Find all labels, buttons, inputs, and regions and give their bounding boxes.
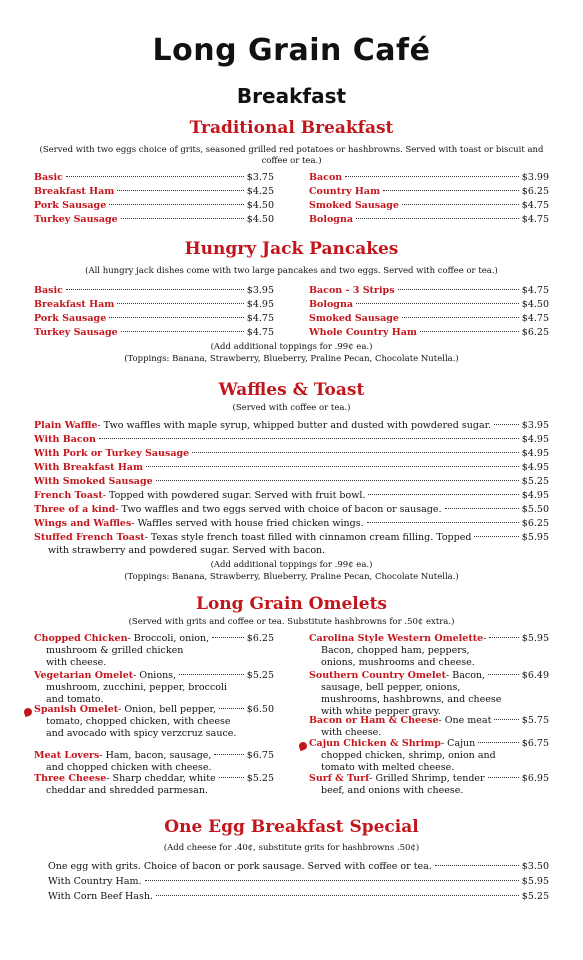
item-name: With Corn Beef Hash. — [48, 891, 153, 902]
leader-dots — [494, 424, 519, 425]
leader-dots — [402, 204, 519, 205]
item-name: Three Cheese — [34, 773, 107, 784]
item-name: French Toast — [34, 490, 103, 501]
item-price: $4.95 — [246, 299, 274, 310]
item-price: $4.75 — [246, 327, 274, 338]
leader-dots — [488, 777, 519, 778]
omelet-item — [34, 773, 274, 797]
section-title-waffles: Waffles & Toast — [218, 380, 365, 400]
menu-item — [34, 186, 274, 200]
leader-dots — [117, 190, 244, 191]
item-name: Spanish Omelet — [34, 704, 119, 715]
leader-dots — [219, 708, 244, 709]
menu-item — [309, 299, 549, 313]
item-price: $4.75 — [521, 313, 549, 324]
pepper-icon — [298, 741, 308, 751]
item-desc-cont: tomato, chopped chicken, with cheese and avocado with spicy verzcruz sauce. — [46, 716, 237, 739]
item-desc-cont: chopped chicken, shrimp, onion and tomato with melted cheese. — [321, 750, 496, 773]
item-price: $5.50 — [521, 504, 549, 515]
item-name: Carolina Style Western Omelette — [309, 633, 484, 644]
item-desc: - Bacon, — [446, 670, 486, 681]
menu-item — [34, 214, 274, 228]
item-name: Chopped Chicken — [34, 633, 128, 644]
leader-dots — [356, 218, 519, 219]
item-price: $4.95 — [521, 462, 549, 473]
item-price: $6.49 — [521, 670, 549, 681]
item-desc-cont: mushroom & grilled chicken with cheese. — [46, 645, 184, 668]
omelet-item — [309, 633, 549, 669]
item-desc-cont: with strawberry and powdered sugar. Served with bacon. — [48, 545, 326, 556]
item-price: $6.25 — [521, 186, 549, 197]
item-desc: - Two waffles and two eggs served with choice of bacon or sausage. — [115, 504, 442, 515]
item-desc: - One meat — [438, 715, 492, 726]
item-name: Plain Waffle — [34, 420, 98, 431]
pepper-icon — [23, 707, 33, 717]
item-price: $6.50 — [246, 704, 274, 715]
item-desc: - Two waffles with maple syrup, whipped butter and dusted with powdered sugar. — [97, 420, 492, 431]
menu-item — [34, 504, 549, 518]
item-name: With Country Ham. — [48, 876, 142, 887]
item-name: Meat Lovers — [34, 750, 100, 761]
section-title-omelets: Long Grain Omelets — [196, 594, 387, 614]
leader-dots — [109, 204, 244, 205]
menu-item — [34, 518, 549, 532]
item-name: Cajun Chicken & Shrimp — [309, 738, 441, 749]
item-desc: - Onions, — [133, 670, 177, 681]
omelet-item — [309, 715, 549, 739]
item-name: Breakfast Ham — [34, 299, 115, 310]
leader-dots — [99, 438, 519, 439]
item-desc-cont: mushroom, zucchini, pepper, broccoli and tomato. — [46, 682, 228, 705]
leader-dots — [345, 176, 519, 177]
menu-item — [34, 490, 549, 504]
item-name: Southern Country Omelet — [309, 670, 447, 681]
omelet-item — [34, 633, 274, 669]
item-desc-cont: cheddar and shredded parmesan. — [46, 785, 208, 796]
section-note-omelets: (Served with grits and coffee or tea. Substitute hashbrowns for .50¢ extra.) — [128, 617, 455, 627]
menu-item — [309, 313, 549, 327]
leader-dots — [219, 777, 244, 778]
item-name: Smoked Sausage — [309, 200, 399, 211]
omelet-item — [309, 670, 549, 718]
section-note-waffles: (Served with coffee or tea.) — [232, 403, 351, 413]
leader-dots — [356, 303, 519, 304]
item-desc-cont: and chopped chicken with cheese. — [46, 762, 212, 773]
item-desc-cont: sausage, bell pepper, onions, mushrooms, hashbrowns, and cheese with white pepper gravy. — [321, 682, 502, 717]
leader-dots — [383, 190, 519, 191]
item-desc: - Texas style french toast filled with cinnamon cream filling. Topped — [144, 532, 472, 543]
item-price: $5.75 — [521, 715, 549, 726]
item-price: $4.75 — [521, 200, 549, 211]
menu-item — [48, 861, 549, 875]
toppings-list: (Toppings: Banana, Strawberry, Blueberry, Praline Pecan, Chocolate Nutella.) — [124, 572, 459, 582]
item-price: $3.95 — [521, 420, 549, 431]
menu-item — [34, 532, 549, 546]
leader-dots — [474, 536, 518, 537]
leader-dots — [117, 303, 244, 304]
page-title: Long Grain Café — [152, 33, 431, 68]
leader-dots — [121, 331, 244, 332]
item-name: Bologna — [309, 299, 354, 310]
item-name: Wings and Waffles — [34, 518, 132, 529]
leader-dots — [367, 522, 519, 523]
leader-dots — [145, 880, 519, 881]
menu-item — [34, 327, 274, 341]
item-desc: - Topped with powdered sugar. Served with fruit bowl. — [102, 490, 366, 501]
item-price: $6.75 — [246, 750, 274, 761]
leader-dots — [420, 331, 519, 332]
item-name: One egg with grits. Choice of bacon or pork sausage. Served with coffee or tea. — [48, 861, 432, 872]
leader-dots — [121, 218, 244, 219]
item-name: Pork Sausage — [34, 313, 107, 324]
item-price: $5.25 — [246, 773, 274, 784]
item-name: Bacon — [309, 172, 343, 183]
menu-item — [34, 476, 549, 490]
item-price: $6.75 — [521, 738, 549, 749]
item-name: Stuffed French Toast — [34, 532, 145, 543]
item-desc: - Onion, bell pepper, — [118, 704, 217, 715]
item-price: $6.25 — [246, 633, 274, 644]
item-desc: - Grilled Shrimp, tender — [369, 773, 485, 784]
item-price: $4.75 — [521, 214, 549, 225]
section-note-pancakes: (All hungry jack dishes come with two large pancakes and two eggs. Served with coffee or tea.) — [85, 266, 498, 276]
item-price: $4.50 — [246, 214, 274, 225]
menu-item — [309, 200, 549, 214]
item-desc-cont: Bacon, chopped ham, peppers, onions, mushrooms and cheese. — [321, 645, 475, 668]
item-desc: - Broccoli, onion, — [127, 633, 210, 644]
leader-dots — [214, 754, 243, 755]
item-price: $3.99 — [521, 172, 549, 183]
item-desc: - Cajun — [440, 738, 476, 749]
menu-item — [34, 420, 549, 434]
item-name: Smoked Sausage — [309, 313, 399, 324]
menu-item — [48, 891, 549, 905]
item-name: Country Ham — [309, 186, 381, 197]
item-desc: - Ham, bacon, sausage, — [99, 750, 212, 761]
item-price: $6.25 — [521, 327, 549, 338]
item-name: Three of a kind — [34, 504, 116, 515]
item-price: $4.50 — [521, 299, 549, 310]
menu-item — [309, 214, 549, 228]
omelet-item — [34, 750, 274, 774]
leader-dots — [494, 719, 518, 720]
toppings-note: (Add additional toppings for .99¢ ea.) — [210, 342, 373, 352]
item-price: $5.95 — [521, 532, 549, 543]
leader-dots — [156, 895, 519, 896]
item-name: With Pork or Turkey Sausage — [34, 448, 190, 459]
item-name: With Smoked Sausage — [34, 476, 153, 487]
section-title-pancakes: Hungry Jack Pancakes — [184, 239, 399, 259]
omelet-item — [34, 670, 274, 706]
item-price: $4.75 — [246, 313, 274, 324]
menu-item — [34, 172, 274, 186]
leader-dots — [146, 466, 519, 467]
item-name: Pork Sausage — [34, 200, 107, 211]
leader-dots — [402, 317, 519, 318]
menu-item — [309, 327, 549, 341]
item-price: $5.95 — [521, 633, 549, 644]
item-name: With Bacon — [34, 434, 96, 445]
omelet-item — [309, 773, 549, 797]
leader-dots — [192, 452, 519, 453]
leader-dots — [445, 508, 519, 509]
item-price: $5.95 — [521, 876, 549, 887]
leader-dots — [398, 289, 519, 290]
menu-item — [34, 285, 274, 299]
menu-item — [48, 876, 549, 890]
item-name: Turkey Sausage — [34, 327, 118, 338]
leader-dots — [109, 317, 244, 318]
item-price: $4.25 — [246, 186, 274, 197]
item-price: $6.25 — [521, 518, 549, 529]
item-name: Turkey Sausage — [34, 214, 118, 225]
leader-dots — [368, 494, 518, 495]
leader-dots — [66, 289, 244, 290]
item-name: Basic — [34, 285, 63, 296]
menu-item — [34, 299, 274, 313]
item-desc: - Waffles served with house fried chicken wings. — [131, 518, 364, 529]
item-price: $6.95 — [521, 773, 549, 784]
item-price: $3.50 — [521, 861, 549, 872]
page-subtitle: Breakfast — [236, 84, 347, 108]
toppings-list: (Toppings: Banana, Strawberry, Blueberry, Praline Pecan, Chocolate Nutella.) — [124, 354, 459, 364]
menu-item — [34, 200, 274, 214]
item-name: Whole Country Ham — [309, 327, 417, 338]
item-name: Bacon - 3 Strips — [309, 285, 395, 296]
section-note-traditional: (Served with two eggs choice of grits, seasoned grilled red potatoes or hashbrowns. Served with toast or biscuit and coffee or tea.) — [39, 145, 544, 166]
toppings-note: (Add additional toppings for .99¢ ea.) — [210, 560, 373, 570]
item-price: $5.25 — [521, 476, 549, 487]
section-note-oneegg: (Add cheese for .40¢, substitute grits for hashbrowns .50¢) — [163, 843, 420, 853]
item-name: Vegetarian Omelet — [34, 670, 134, 681]
item-name: With Breakfast Ham — [34, 462, 143, 473]
leader-dots — [435, 865, 519, 866]
item-name: Bologna — [309, 214, 354, 225]
menu-item — [34, 313, 274, 327]
leader-dots — [488, 674, 519, 675]
menu-item — [309, 172, 549, 186]
item-price: $3.95 — [246, 285, 274, 296]
leader-dots — [478, 742, 518, 743]
menu-item — [34, 434, 549, 448]
item-name: Basic — [34, 172, 63, 183]
section-title-oneegg: One Egg Breakfast Special — [164, 817, 419, 837]
item-price: $5.25 — [521, 891, 549, 902]
menu-item — [309, 285, 549, 299]
omelet-item — [309, 738, 549, 774]
item-price: $3.75 — [246, 172, 274, 183]
menu-item — [309, 186, 549, 200]
item-desc-cont: beef, and onions with cheese. — [321, 785, 464, 796]
item-desc: - Sharp cheddar, white — [106, 773, 216, 784]
item-name: Breakfast Ham — [34, 186, 115, 197]
item-desc-cont: with cheese. — [321, 727, 382, 738]
leader-dots — [156, 480, 519, 481]
menu-item — [34, 448, 549, 462]
item-price: $5.25 — [246, 670, 274, 681]
section-title-traditional: Traditional Breakfast — [189, 118, 394, 138]
leader-dots — [212, 637, 244, 638]
leader-dots — [489, 637, 518, 638]
item-desc: - — [483, 633, 487, 644]
leader-dots — [179, 674, 244, 675]
item-name: Surf & Turf — [309, 773, 370, 784]
item-name: Bacon or Ham & Cheese — [309, 715, 439, 726]
leader-dots — [66, 176, 244, 177]
item-price: $4.95 — [521, 448, 549, 459]
item-price: $4.95 — [521, 434, 549, 445]
item-price: $4.95 — [521, 490, 549, 501]
menu-item — [34, 462, 549, 476]
item-price: $4.75 — [521, 285, 549, 296]
item-price: $4.50 — [246, 200, 274, 211]
omelet-item — [34, 704, 274, 740]
